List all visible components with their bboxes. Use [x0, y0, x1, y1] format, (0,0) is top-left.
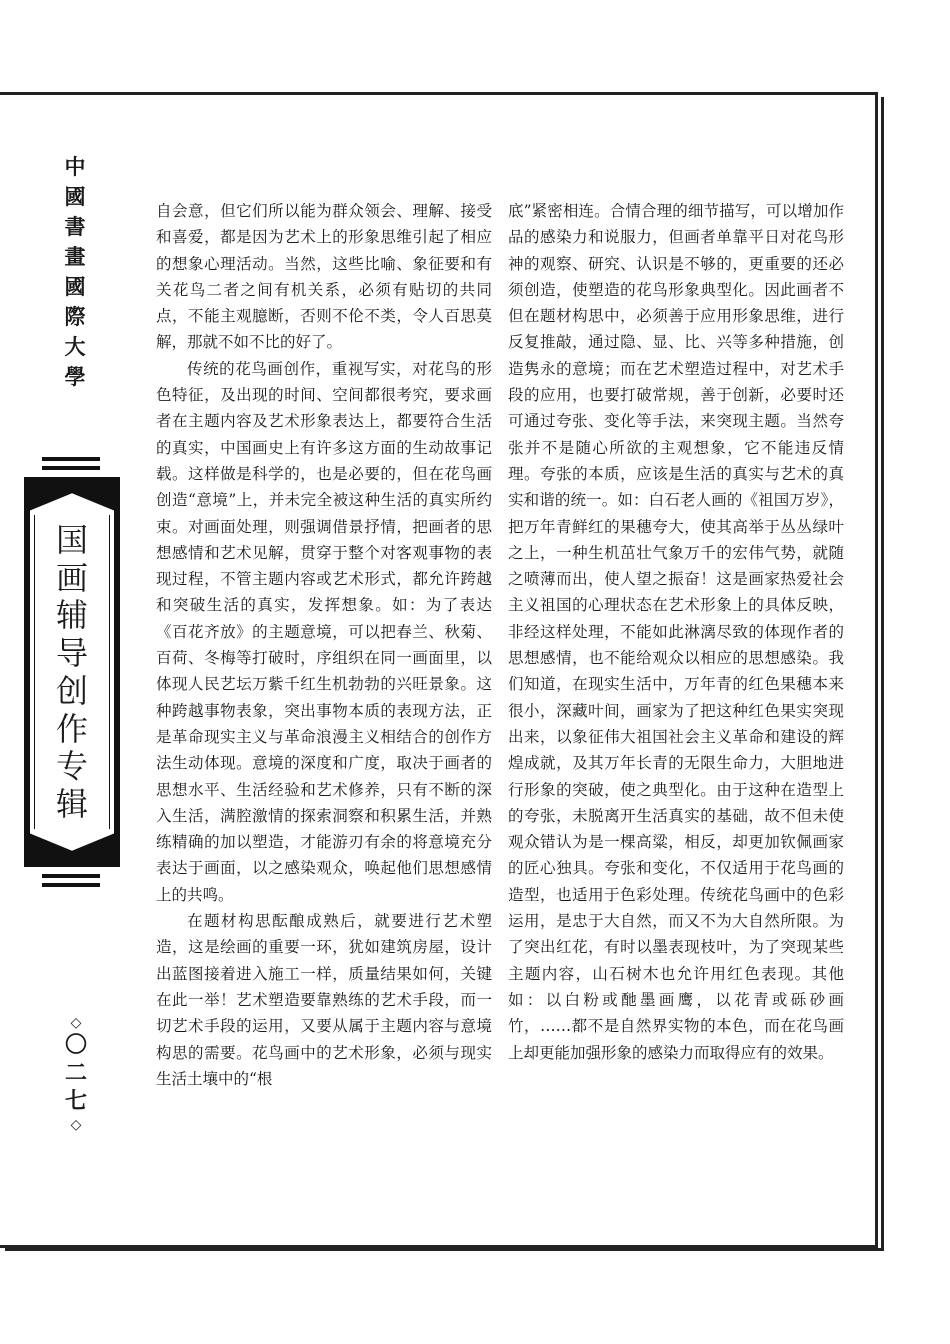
university-title-char: 國 [64, 185, 86, 209]
university-title-char: 際 [64, 305, 86, 329]
page-number-char: 二 [64, 1061, 87, 1086]
university-title-char: 畫 [64, 245, 86, 269]
banner-top-bar [42, 457, 100, 461]
paragraph: 在题材构思酝酿成熟后，就要进行艺术塑造，这是绘画的重要一环，犹如建筑房屋，设计出蓝图接着进入施工一样，质量结果如何，关键在此一举！艺术塑造要靠熟练的艺术手段，而一切艺术手段的运用，又要从属于主题内容与意境构思的需要。花鸟画中的艺术形象，必须与现实生活土壤中的“根 [156, 912, 492, 1088]
university-title [52, 152, 98, 392]
banner-title-char: 画 [55, 558, 88, 597]
diamond-ornament-icon: ◇ [70, 1015, 82, 1031]
text-column-left [156, 198, 492, 1092]
banner-right-border [114, 507, 120, 837]
banner-top-ornament [24, 477, 120, 513]
paragraph: 底”紧密相连。合情合理的细节描写，可以增加作品的感染力和说服力，但画者单靠平日对花鸟形神的观察、研究、认识是不够的，更重要的还必须创造，使塑造的花鸟形象典型化。因此画者不但在题材构思中，必须善于应用形象思维，进行反复推敲，通过隐、显、比、兴等多种措施，创造隽永的意境；而在艺术塑造过程中，对艺术手段的应用，也要打破常规，善于创新，必要时还可通过夸张、变化等手法，来突现主题。当然夸张并不是随心所欲的主观想象，它不能违反情理。夸张的本质，应该是生活的真实与艺术的真实和谐的统一。如：白石老人画的《祖国万岁》，把万年青鲜红的果穗夸大，使其高举于丛丛绿叶之上，一种生机茁壮气象万千的宏伟气势，就随之喷薄而出，使人望之振奋！这是画家热爱社会主义祖国的心理状态在艺术形象上的具体反映，非经这样处理，不能如此淋漓尽致的体现作者的思想感情，也不能给观众以相应的思想感染。我们知道，在现实生活中，万年青的红色果穗本来很小，深藏叶间，画家为了把这种红色果实突现出来，以象征伟大祖国社会主义革命和建设的辉煌成就，及其万年长青的无限生命力，大胆地进行形象的突破，使之典型化。由于这种在造型上的夸张，未脱离开生活真实的基础，故不但未使观众错认为是一棵高粱，相反，却更加钦佩画家的匠心独具。夸张和变化，不仅适用于花鸟画的造型，也适用于色彩处理。传统花鸟画中的色彩运用，是忠于大自然，而又不为大自然所限。为了突出红花，有时以墨表现枝叶，为了突现某些主题内容，山石树木也允许用红色表现。其他如：以白粉或酏墨画鹰，以花青或砾砂画竹，……都不是自然界实物的本色，而在花鸟画上却更能加强形象的感染力而取得应有的效果。 [508, 202, 844, 1062]
banner-top-bar [42, 466, 100, 470]
paragraph: 传统的花鸟画创作，重视写实，对花鸟的形色特征，及出现的时间、空间都很考究，要求画者在主题内容及艺术形象表达上，都要符合生活的真实，中国画史上有许多这方面的生动故事记载。这样做是科学的，也是必要的，但在花鸟画创造“意境”上，并未完全被这种生活的真实所约束。对画面处理，则强调借景抒情，把画者的思想感情和艺术见解，贯穿于整个对客观事物的表现过程，不管主题内容或艺术形式，都允许跨越和突破生活的真实，发挥想象。如：为了表达《百花齐放》的主题意境，可以把春兰、秋菊、百荷、冬梅等打破时，序组织在同一画面里，以体现人民艺坛万紫千红生机勃勃的兴旺景象。这种跨越事物表象，突出事物本质的表现方法，正是革命现实主义与革命浪漫主义相结合的创作方法生动体现。意境的深度和广度，取决于画者的思想水平、生活经验和艺术修养，只有不断的深入生活，满腔激情的探索洞察和积累生活，并熟练精确的加以塑造，才能游刃有余的将意境充分表达于画面，以之感染观众，唤起他们思想感情上的共鸣。 [156, 359, 492, 904]
university-title-char: 中 [64, 155, 86, 179]
paragraph: 自会意，但它们所以能为群众领会、理解、接受和喜爱，都是因为艺术上的形象思维引起了相应的想象心理活动。当然，这些比喻、象征要和有关花鸟二者之间有机关系，必须有贴切的共同点，不能主观臆断，否则不伦不类，令人百思莫解，那就不如不比的好了。 [156, 202, 492, 352]
diamond-ornament-icon: ◇ [70, 1117, 82, 1133]
university-title-char: 國 [64, 275, 86, 299]
text-column-right [508, 198, 844, 1066]
banner-title-char: 辅 [55, 596, 88, 635]
banner-title [34, 515, 110, 829]
banner-title-char: 专 [55, 747, 88, 786]
page-number-char: 〇 [64, 1033, 87, 1058]
banner-title-char: 创 [55, 671, 88, 710]
page-number [60, 1014, 92, 1134]
banner-bottom-bar [42, 883, 100, 887]
frame-shadow-bottom [5, 1248, 884, 1251]
banner-title-char: 辑 [55, 784, 88, 823]
university-title-char: 大 [64, 335, 86, 359]
banner-left-border [24, 507, 30, 837]
banner-title-char: 导 [55, 634, 88, 673]
banner-bottom-ornament [24, 831, 120, 867]
banner-title-char: 作 [55, 709, 88, 748]
banner-bottom-bar [42, 874, 100, 878]
page-number-char: 七 [64, 1089, 87, 1114]
frame-shadow-right [881, 97, 884, 1251]
banner-title-char: 国 [55, 521, 88, 559]
university-title-char: 學 [64, 365, 86, 389]
section-banner [20, 457, 124, 887]
university-title-char: 書 [64, 215, 86, 239]
